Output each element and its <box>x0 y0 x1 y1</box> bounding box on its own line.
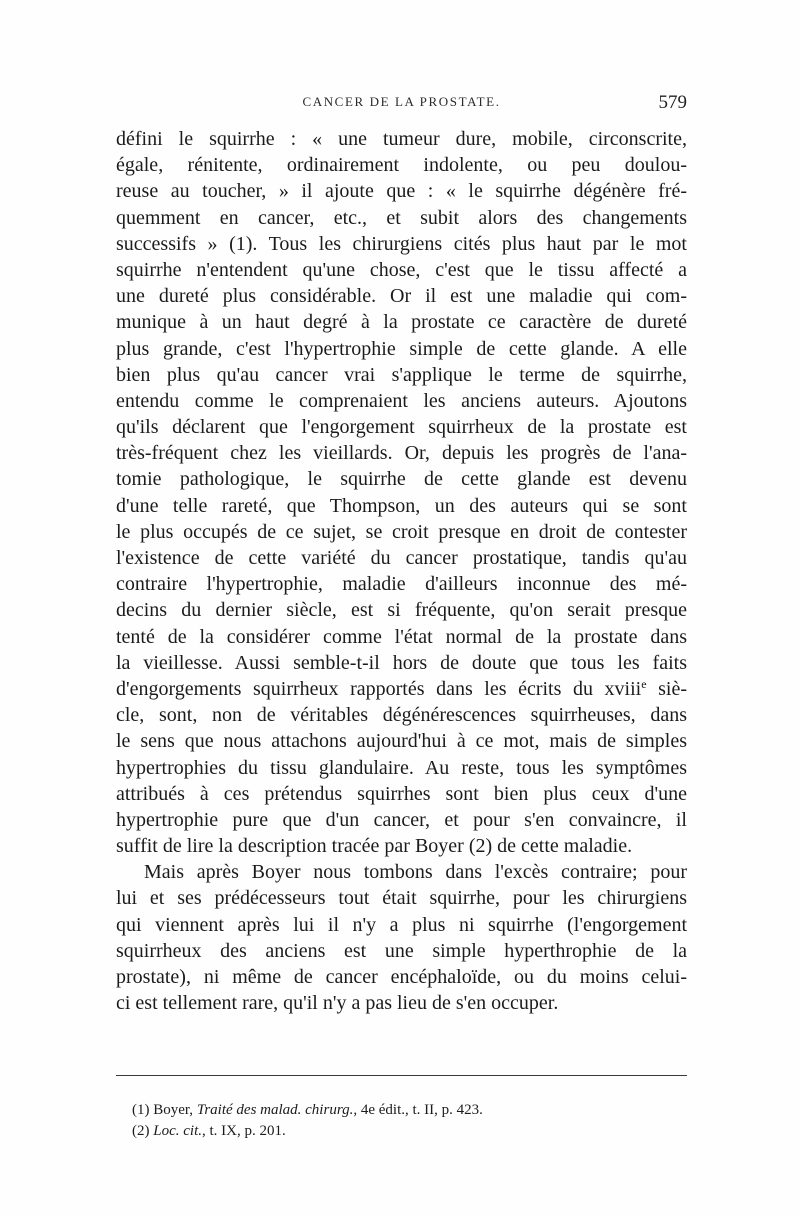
text-line: prostate), ni même de cancer encéphaloïde, ou du moins celui- <box>116 966 687 988</box>
footnote-text: (1) Boyer, <box>132 1102 197 1118</box>
footnote-title: Loc. cit. <box>153 1123 202 1139</box>
text-line: d'une telle rareté, que Thompson, un des auteurs qui se sont <box>116 494 687 517</box>
superscript: e <box>641 676 647 691</box>
text-line: cle, sont, non de véritables dégénérescences squirrheuses, dans <box>116 704 687 727</box>
text-line: tenté de la considérer comme l'état normal de la prostate dans <box>116 625 687 648</box>
text-line: bien plus qu'au cancer vrai s'applique le terme de squirrhe, <box>116 363 687 386</box>
footnote-2 <box>132 1121 687 1142</box>
text-line: successifs » (1). Tous les chirurgiens cités plus haut par le mot <box>116 232 687 255</box>
text-line: squirrheux des anciens est une simple hyperthrophie de la <box>116 939 687 962</box>
text-fragment: siè- <box>646 677 687 700</box>
text-line: decins du dernier siècle, est si fréquente, qu'on serait presque <box>116 599 687 622</box>
text-line: hypertrophie pure que d'un cancer, et pour s'en convaincre, il <box>116 808 687 831</box>
footnote-text: (2) <box>132 1123 154 1139</box>
footnotes <box>132 1100 687 1142</box>
running-head: CANCER DE LA PROSTATE. <box>302 94 501 109</box>
footnote-text: , t. IX, p. 201. <box>202 1123 286 1139</box>
text-line: le plus occupés de ce sujet, se croit presque en droit de contester <box>116 520 687 543</box>
text-line: munique à un haut degré à la prostate ce caractère de dureté <box>116 311 687 334</box>
text-line: lui et ses prédécesseurs tout était squirrhe, pour les chirurgiens <box>116 887 687 910</box>
page-header <box>116 92 687 116</box>
text-line: squirrhe n'entendent qu'une chose, c'est que le tissu affecté a <box>116 258 687 281</box>
text-line: Mais après Boyer nous tombons dans l'excès contraire; pour <box>144 861 687 884</box>
text-line: reuse au toucher, » il ajoute que : « le squirrhe dégénère fré- <box>116 180 687 203</box>
text-line: défini le squirrhe : « une tumeur dure, mobile, circonscrite, <box>116 128 687 150</box>
text-line: le sens que nous attachons aujourd'hui à ce mot, mais de simples <box>116 730 687 753</box>
text-line: contraire l'hypertrophie, maladie d'ailleurs inconnue des mé- <box>116 573 687 596</box>
text-line: hypertrophies du tissu glandulaire. Au reste, tous les symptômes <box>116 756 687 779</box>
text-line: attribués à ces prétendus squirrhes sont bien plus ceux d'une <box>116 782 687 805</box>
text-line: entendu comme le comprenaient les anciens auteurs. Ajoutons <box>116 389 687 412</box>
text-fragment: d'engorgements squirrheux rapportés dans les écrits du xviii <box>116 677 642 700</box>
main-text <box>116 126 687 1016</box>
text-line: ci est tellement rare, qu'il n'y a pas lieu de s'en occuper. <box>116 992 559 1015</box>
page-number: 579 <box>658 92 687 113</box>
footnote-title: Traité des malad. chirurg. <box>196 1102 354 1118</box>
text-line: égale, rénitente, ordinairement indolente, ou peu doulou- <box>116 154 687 177</box>
footnote-text: , 4e édit., t. II, p. 423. <box>353 1102 483 1118</box>
footnote-1 <box>132 1100 687 1121</box>
text-line: qui viennent après lui il n'y a plus ni squirrhe (l'engorgement <box>116 913 687 936</box>
text-line: quemment en cancer, etc., et subit alors des changements <box>116 206 687 229</box>
text-line: la vieillesse. Aussi semble-t-il hors de doute que tous les faits <box>116 651 687 674</box>
text-line: suffit de lire la description tracée par Boyer (2) de cette maladie. <box>116 835 633 858</box>
text-line: plus grande, c'est l'hypertrophie simple de cette glande. A elle <box>116 337 687 360</box>
text-line: qu'ils déclarent que l'engorgement squirrheux de la prostate est <box>116 416 687 439</box>
text-line: tomie pathologique, le squirrhe de cette glande est devenu <box>116 468 687 491</box>
text-line: très-fréquent chez les vieillards. Or, depuis les progrès de l'ana- <box>116 442 687 465</box>
text-line <box>116 676 687 702</box>
text-line: l'existence de cette variété du cancer prostatique, tandis qu'au <box>116 547 687 569</box>
text-line: une dureté plus considérable. Or il est une maladie qui com- <box>116 285 687 308</box>
footnote-rule <box>116 1075 687 1076</box>
